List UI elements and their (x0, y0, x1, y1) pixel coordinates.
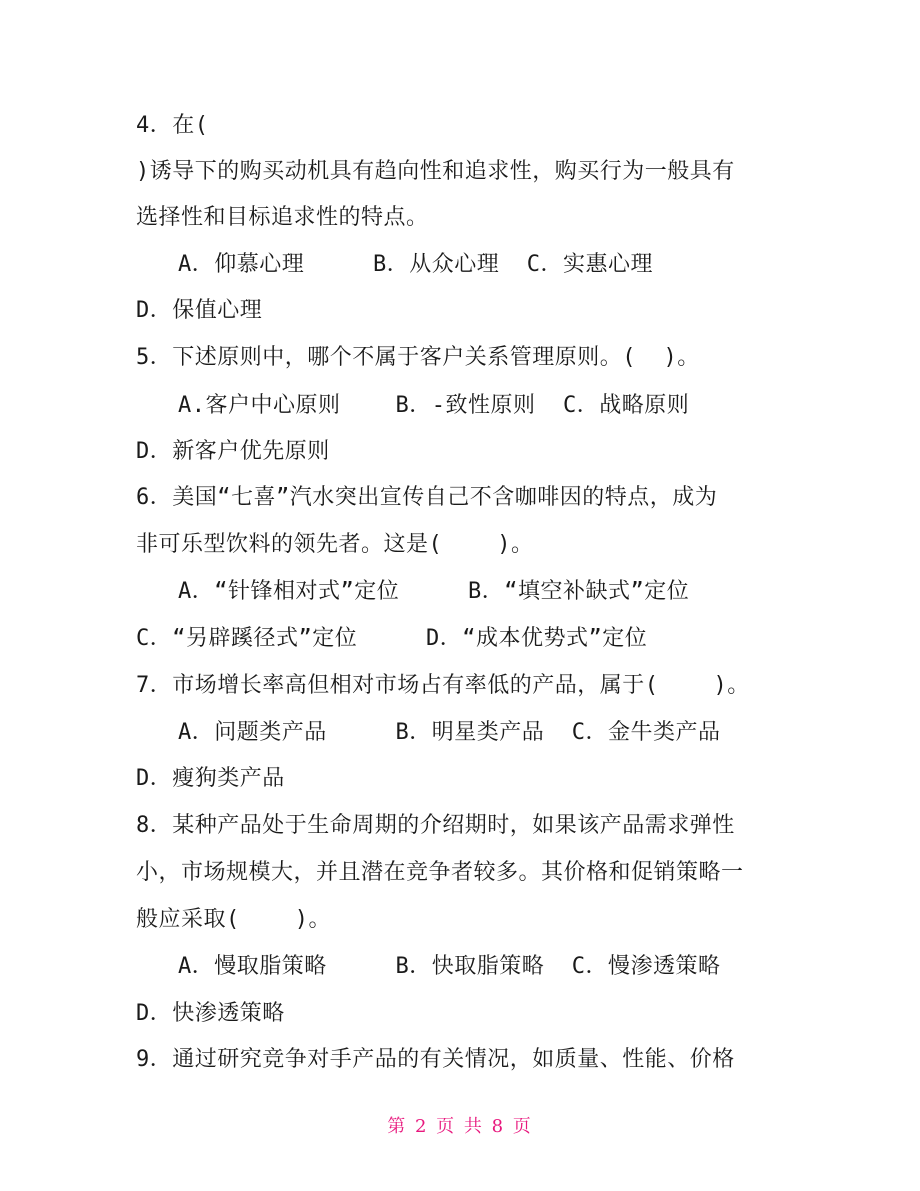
q4-options-line-1: A．仰慕心理 B．从众心理 C．实惠心理 (178, 252, 653, 277)
q5-options-line-2: D．新客户优先原则 (136, 439, 330, 464)
q4-stem-line-2: )诱导下的购买动机具有趋向性和追求性，购买行为一般具有 (136, 159, 735, 184)
q4-options-line-2: D．保值心理 (136, 298, 263, 323)
q8-stem-line-1: 8．某种产品处于生命周期的介绍期时，如果该产品需求弹性 (136, 813, 735, 838)
q7-stem-line-1: 7．市场增长率高但相对市场占有率低的产品，属于( )。 (136, 673, 750, 698)
q4-stem-line-1: 4．在( (136, 113, 209, 138)
q8-stem-line-2: 小，市场规模大，并且潜在竞争者较多。其价格和促销策略一 (136, 860, 744, 885)
q5-options-line-1: A.客户中心原则 B．-致性原则 C．战略原则 (178, 393, 690, 418)
q5-stem-line-1: 5．下述原则中，哪个不属于客户关系管理原则。( )。 (136, 345, 700, 370)
q6-stem-line-2: 非可乐型饮料的领先者。这是( )。 (136, 532, 534, 557)
q6-options-line-2: C．“另辟蹊径式”定位 D．“成本优势式”定位 (136, 626, 648, 651)
q4-stem-line-3: 选择性和目标追求性的特点。 (136, 205, 429, 230)
q7-options-line-1: A．问题类产品 B．明星类产品 C．金牛类产品 (178, 720, 721, 745)
q9-stem-line-1: 9．通过研究竞争对手产品的有关情况，如质量、性能、价格 (136, 1047, 735, 1072)
q6-options-line-1: A．“针锋相对式”定位 B．“填空补缺式”定位 (178, 579, 690, 604)
q8-options-line-1: A．慢取脂策略 B．快取脂策略 C．慢渗透策略 (178, 954, 721, 979)
q8-stem-line-3: 般应采取( )。 (136, 907, 331, 932)
q6-stem-line-1: 6．美国“七喜”汽水突出宣传自己不含咖啡因的特点，成为 (136, 485, 718, 510)
page-number-footer: 第 2 页 共 8 页 (387, 1116, 533, 1137)
q8-options-line-2: D．快渗透策略 (136, 1001, 285, 1026)
q7-options-line-2: D．瘦狗类产品 (136, 766, 285, 791)
